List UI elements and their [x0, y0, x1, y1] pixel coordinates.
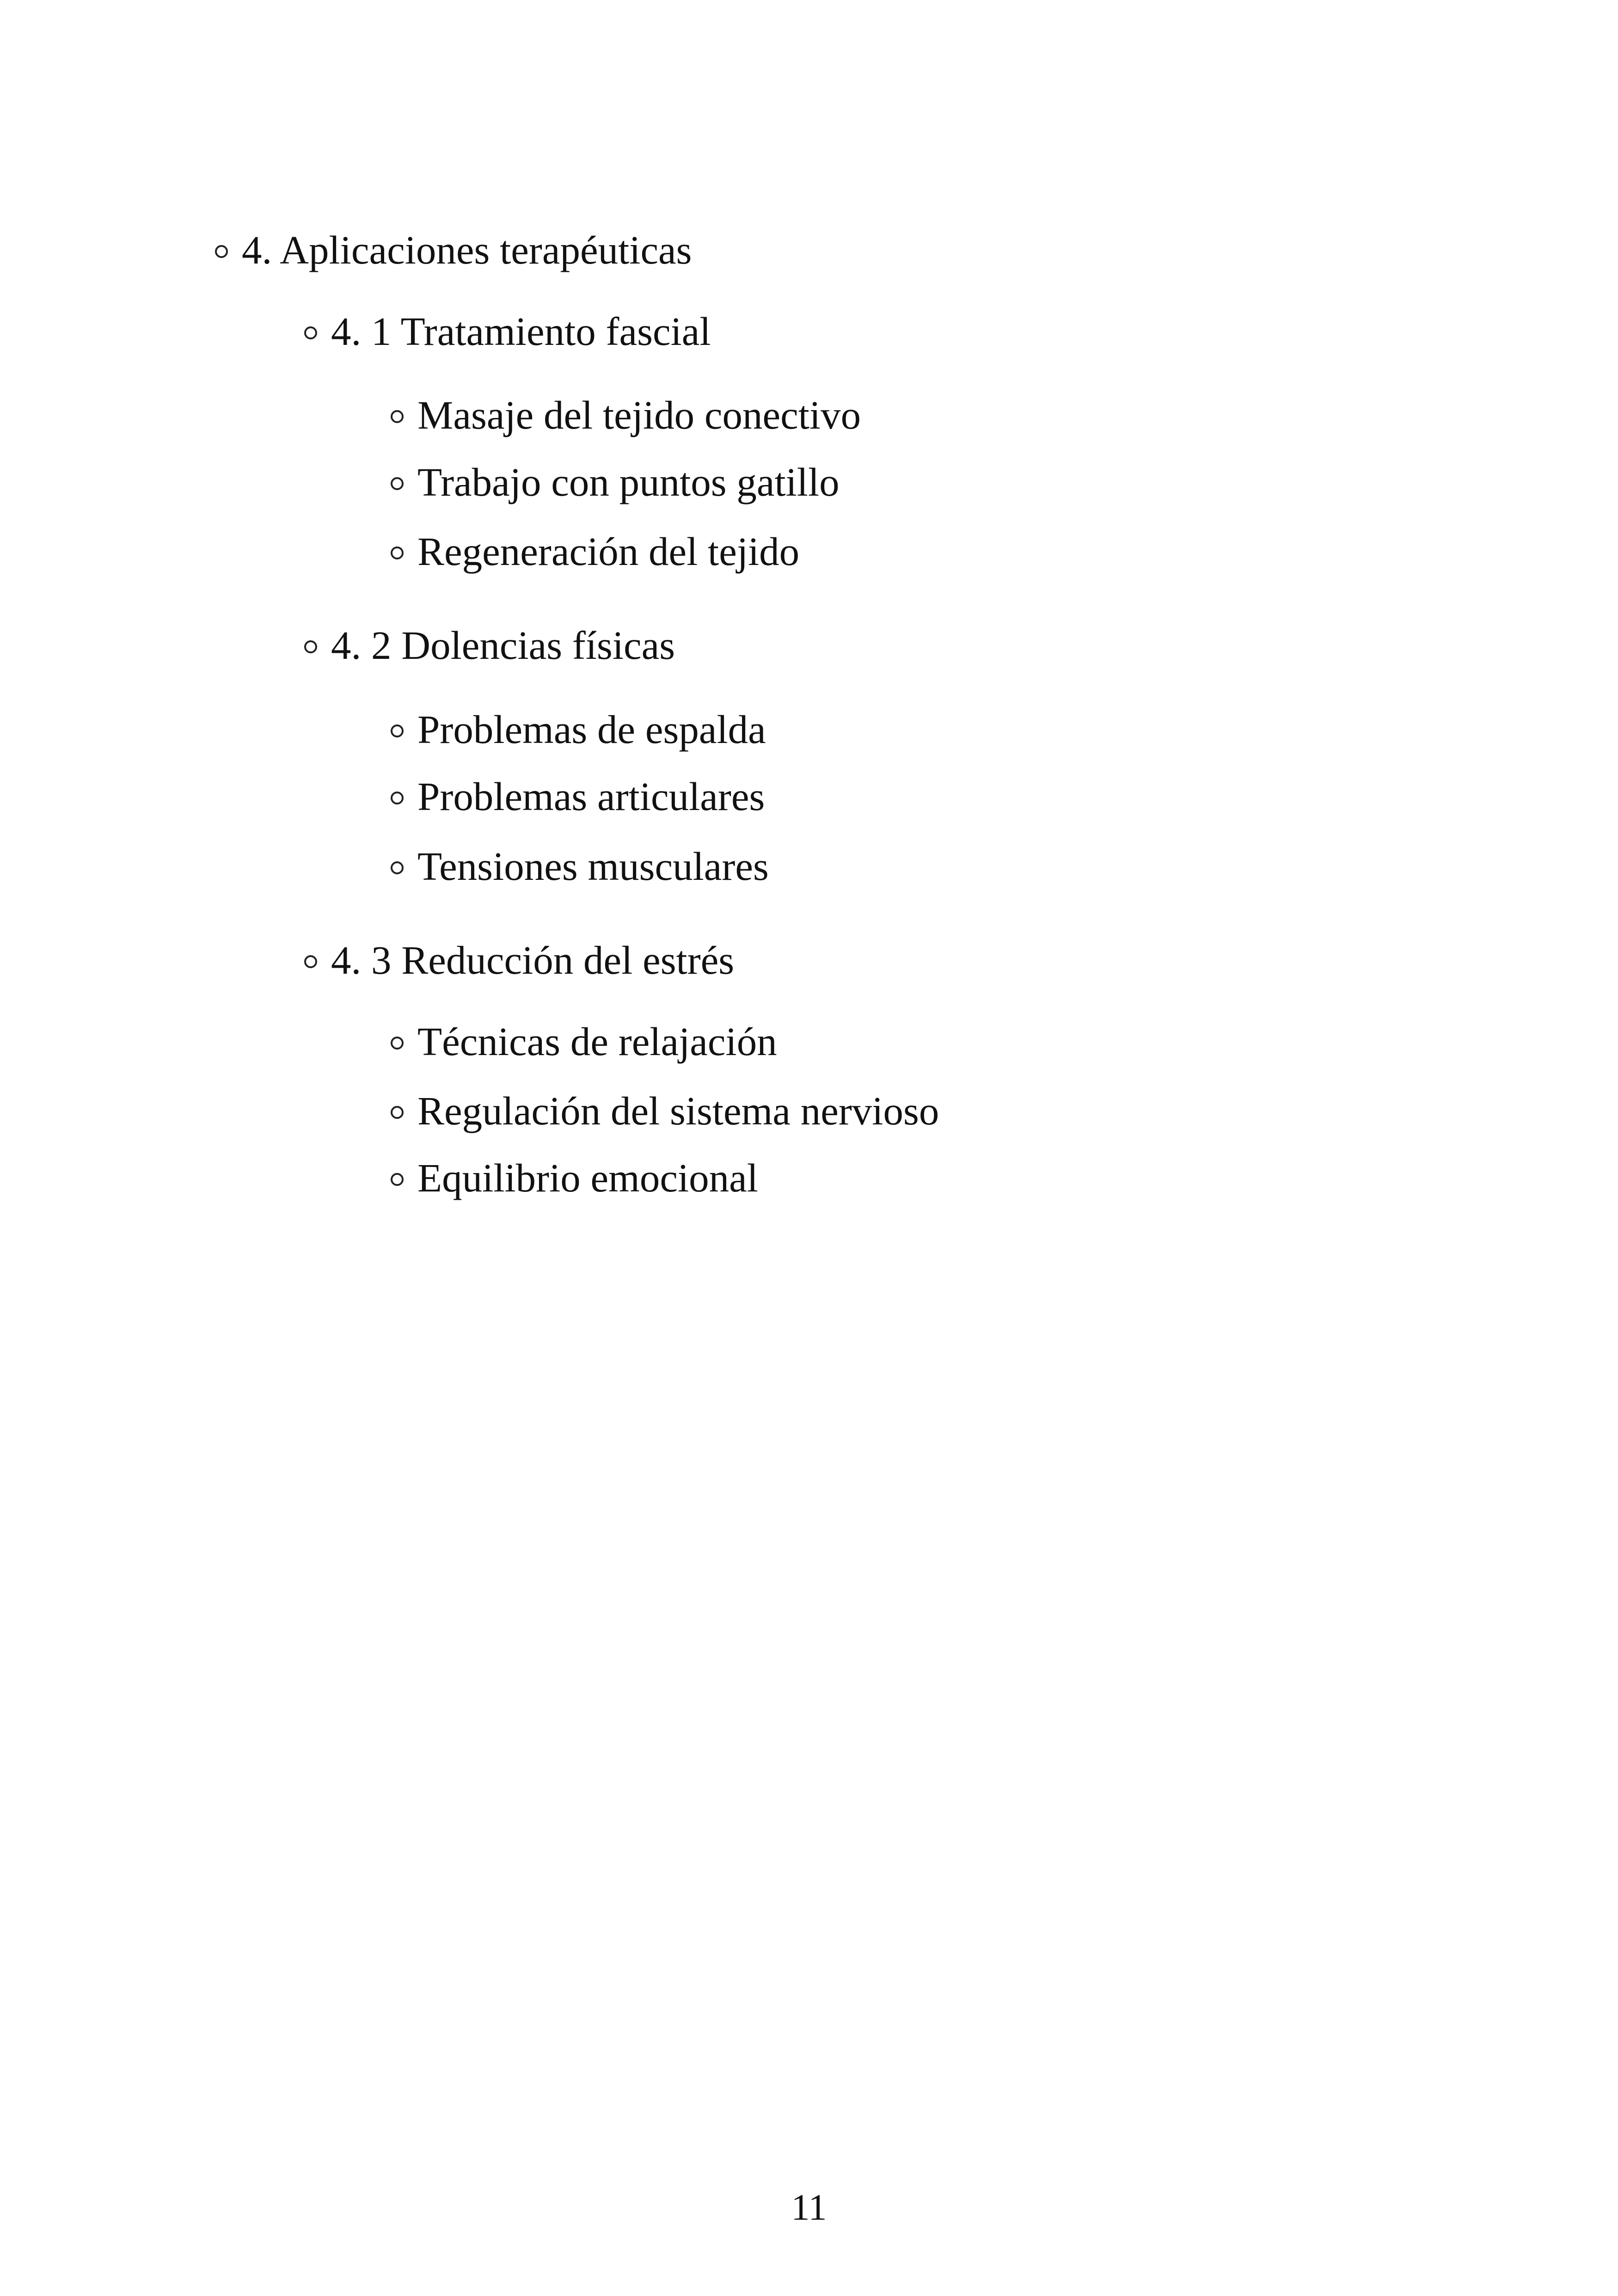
hollow-bullet-icon	[391, 792, 404, 804]
list-item	[391, 462, 840, 502]
hollow-bullet-icon	[391, 861, 404, 874]
hollow-bullet-icon	[391, 1037, 404, 1050]
hollow-bullet-icon	[391, 477, 404, 490]
hollow-bullet-icon	[215, 245, 228, 258]
hollow-bullet-icon	[391, 546, 404, 559]
outline-subsection-4-3	[304, 940, 734, 980]
list-item-text: Técnicas de relajación	[417, 1019, 777, 1064]
list-item-text: Regulación del sistema nervioso	[417, 1088, 939, 1133]
list-item-text: Equilibrio emocional	[417, 1155, 758, 1200]
list-item-text: Problemas articulares	[417, 774, 765, 819]
section-title: 4. Aplicaciones terapéuticas	[242, 227, 692, 272]
list-item	[391, 1021, 777, 1062]
outline-subsection-4-2	[304, 623, 675, 668]
subsection-title: 4. 1 Tratamiento fascial	[331, 309, 711, 354]
list-item	[391, 395, 861, 435]
hollow-bullet-icon	[304, 955, 317, 968]
subsection-title: 4. 3 Reducción del estrés	[331, 938, 735, 982]
list-item	[391, 529, 800, 574]
list-item-text: Regeneración del tejido	[417, 529, 800, 574]
outline-section-4	[215, 227, 692, 272]
list-item	[391, 774, 765, 819]
list-item-text: Masaje del tejido conectivo	[417, 393, 861, 437]
hollow-bullet-icon	[304, 640, 317, 653]
hollow-bullet-icon	[391, 410, 404, 423]
hollow-bullet-icon	[391, 1106, 404, 1119]
list-item-text: Tensiones musculares	[417, 844, 769, 889]
outline-subsection-4-1	[304, 309, 711, 354]
hollow-bullet-icon	[304, 326, 317, 339]
list-item-text: Trabajo con puntos gatillo	[417, 460, 840, 504]
list-item	[391, 844, 769, 889]
list-item	[391, 1088, 939, 1133]
hollow-bullet-icon	[391, 1173, 404, 1186]
list-item	[391, 1155, 758, 1200]
list-item	[391, 707, 766, 752]
page-number: 11	[791, 2187, 827, 2228]
list-item-text: Problemas de espalda	[417, 707, 766, 752]
hollow-bullet-icon	[391, 724, 404, 737]
subsection-title: 4. 2 Dolencias físicas	[331, 623, 675, 668]
